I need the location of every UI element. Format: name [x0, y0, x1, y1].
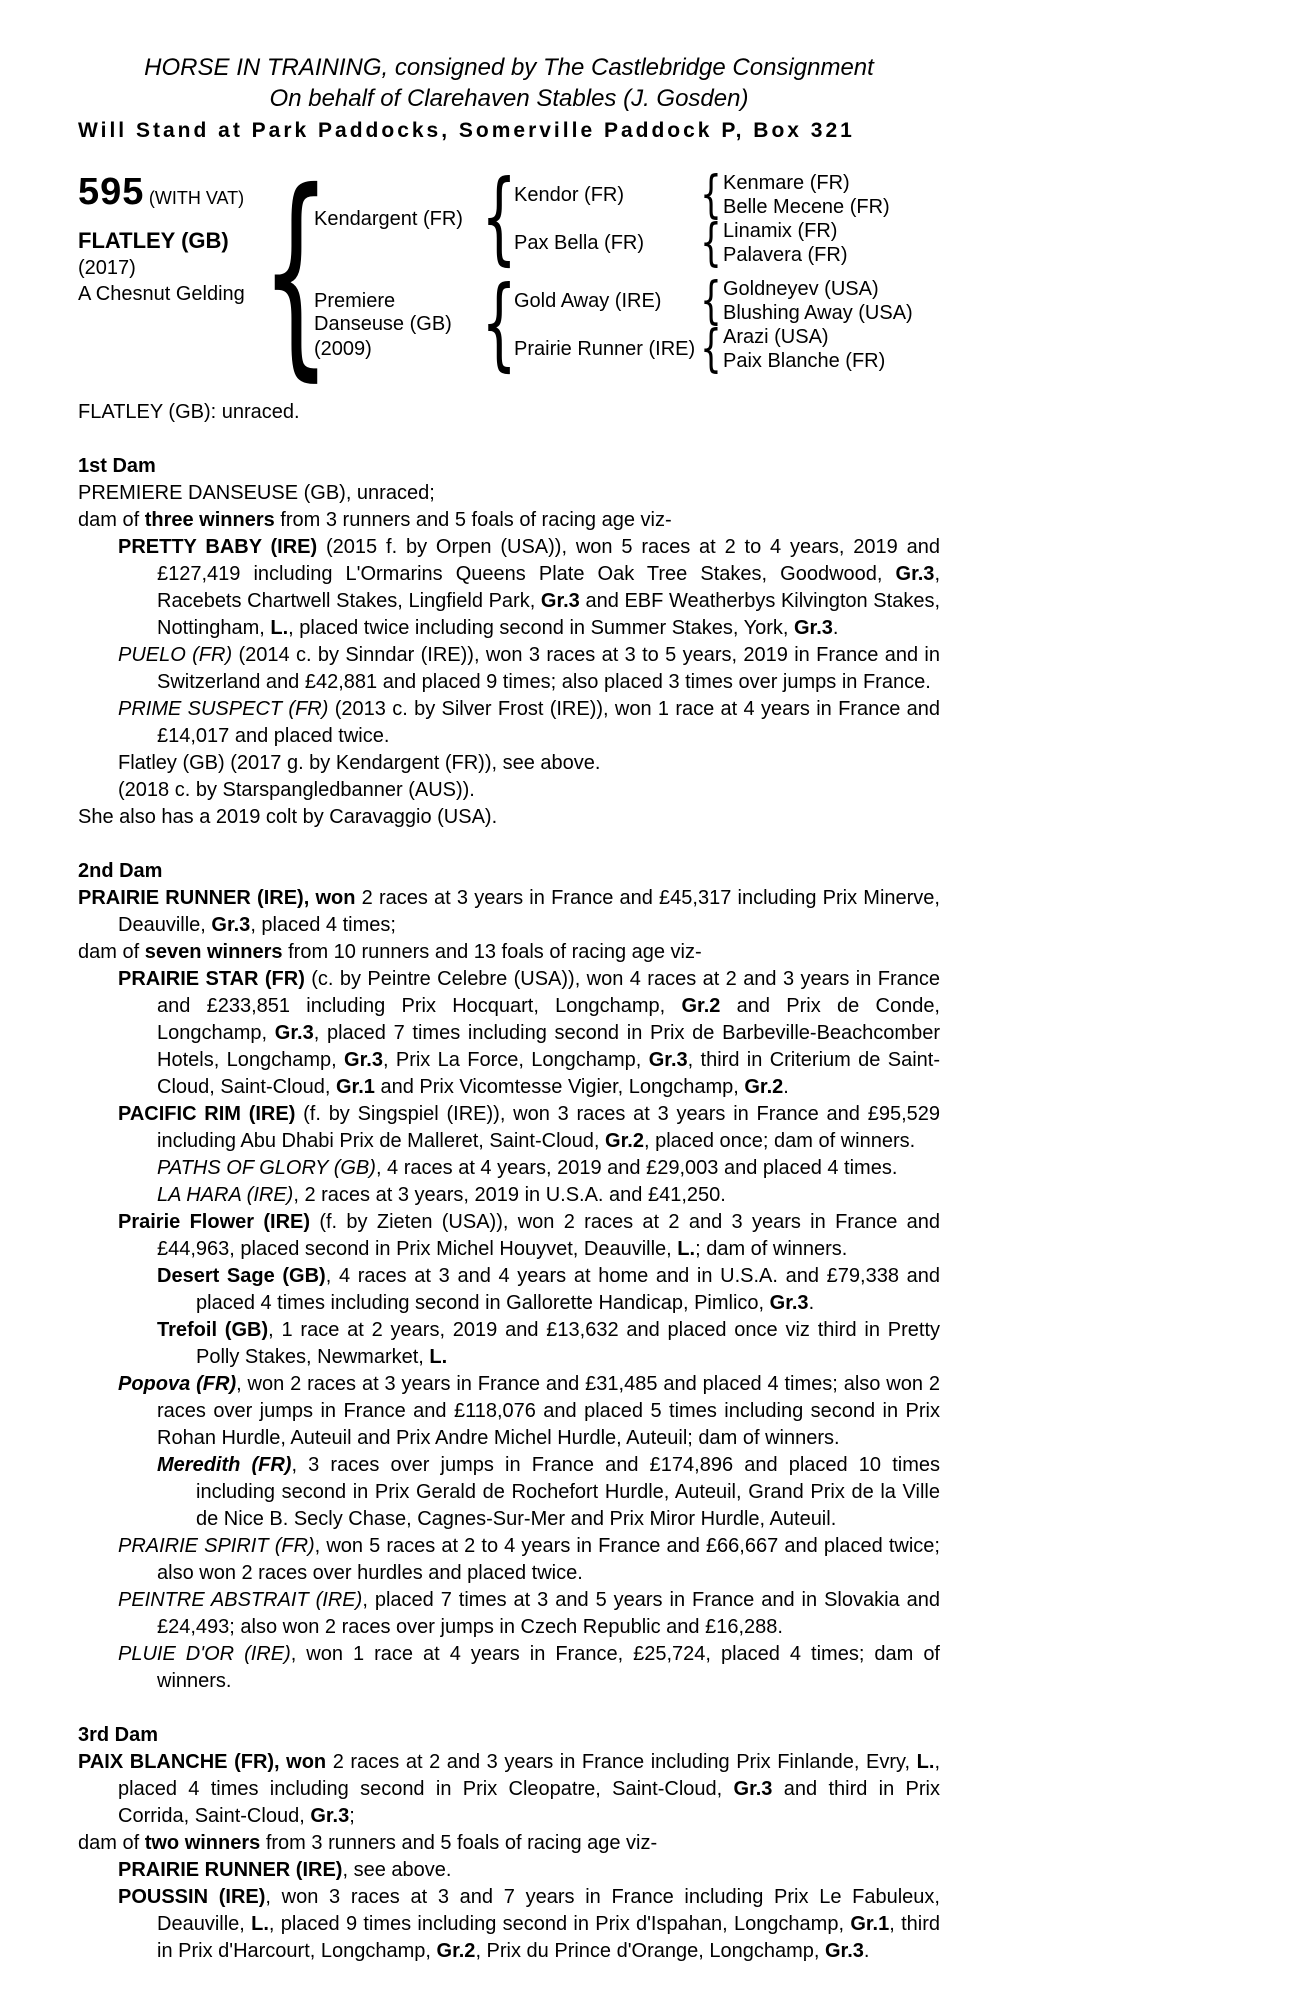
dam-name: Premiere Danseuse (GB): [314, 289, 452, 335]
catalogue-paragraph: [78, 1371, 940, 1452]
text-segment: Gr.2: [605, 1130, 644, 1152]
grandparent-row: [514, 165, 890, 225]
grandsire-name: Gold Away (IRE): [514, 290, 662, 312]
text-segment: (f. by Zieten (USA)), won 2 races at 2 and 3 years in France and £44,963, placed second in Prix Michel Houyvet, Deauville,: [157, 1211, 940, 1260]
text-segment: (c. by Peintre Celebre (USA)), won 4 races at 2 and 3 years in France and £233,851 including Prix Hocquart, Longchamp,: [157, 968, 940, 1017]
catalogue-paragraph: [78, 1101, 940, 1155]
text-segment: .: [863, 1940, 870, 1962]
text-segment: Gr.2: [744, 1076, 784, 1098]
catalogue-paragraph: [78, 777, 940, 804]
text-segment: Gr.3: [344, 1049, 383, 1071]
text-segment: (2013 c. by Silver Frost (IRE)), won 1 race at 4 years in France and £14,017 and placed twice.: [157, 698, 941, 747]
brace-glyph: {: [700, 271, 722, 331]
grandsire-brace-icon: [699, 165, 723, 225]
text-segment: , won 3 races at 3 and 7 years in France including Prix Le Fabuleux, Deauville,: [157, 1886, 940, 1935]
text-segment: L.: [916, 1751, 935, 1773]
grandsire-brace-icon: [699, 271, 723, 331]
great-grandparents: [723, 171, 890, 219]
text-segment: seven winners: [144, 941, 283, 963]
great-grandsire-name: Linamix (FR): [723, 220, 838, 242]
text-segment: Gr.3: [895, 563, 935, 585]
horse-name: FLATLEY (GB): [78, 228, 229, 253]
text-segment: PRAIRIE SPIRIT (FR): [118, 1535, 315, 1557]
sire-brace-icon: [481, 159, 517, 277]
text-segment: Gr.3: [733, 1778, 773, 1800]
text-segment: Gr.3: [769, 1292, 809, 1314]
catalogue-paragraph: [78, 1830, 940, 1857]
text-segment: PRIME SUSPECT (FR): [118, 698, 329, 720]
catalogue-paragraph: [78, 939, 940, 966]
text-segment: , won 5 races at 2 to 4 years in France and £66,667 and placed twice; also won 2 races over hurdles and placed twice.: [157, 1535, 940, 1584]
text-segment: , won 2 races at 3 years in France and £31,485 and placed 4 times; also won 2 races over jumps in France and £118,076 and placed 5 times including second in Prix Rohan Hurdle, Auteuil and Prix Andre Michel Hurdle, Auteuil; dam of winners.: [157, 1373, 940, 1449]
text-segment: 2 races at 3 years in France and £45,317 including Prix Minerve, Deauville,: [118, 887, 940, 936]
pedigree-block: [78, 144, 940, 400]
text-segment: from 3 runners and 5 foals of racing age viz-: [260, 1832, 658, 1854]
text-segment: Gr.3: [794, 617, 833, 639]
text-segment: and third in Prix Corrida, Saint-Cloud,: [118, 1778, 941, 1827]
dam-cell: [314, 290, 484, 361]
text-segment: , placed 4 times;: [250, 914, 396, 936]
catalogue-paragraph: [78, 1155, 940, 1182]
catalogue-paragraph: [78, 534, 940, 642]
dam-year: (2009): [314, 337, 372, 360]
grandsire-name: Kendor (FR): [514, 184, 625, 206]
text-segment: L.: [270, 617, 289, 639]
text-segment: , Prix du Prince d'Orange, Longchamp,: [475, 1940, 825, 1962]
on-behalf-line: On behalf of Clarehaven Stables (J. Gosden): [269, 85, 749, 112]
text-segment: Desert Sage (GB): [157, 1265, 326, 1287]
text-segment: , 4 races at 4 years, 2019 and £29,003 and placed 4 times.: [375, 1157, 898, 1179]
brace-glyph: {: [700, 165, 722, 225]
text-segment: , won 1 race at 4 years in France, £25,724, placed 4 times; dam of winners.: [157, 1643, 940, 1692]
text-segment: PRAIRIE STAR (FR): [118, 968, 305, 990]
text-segment: three winners: [144, 509, 275, 531]
text-segment: PUELO (FR): [118, 644, 233, 666]
text-segment: .: [832, 617, 839, 639]
text-segment: .: [808, 1292, 815, 1314]
text-segment: Prairie Flower (IRE): [118, 1211, 311, 1233]
horse-foaled-year: (2017): [78, 257, 136, 279]
text-segment: LA HARA (IRE): [157, 1184, 294, 1206]
grandparent-row: [514, 271, 913, 331]
text-segment: , placed 9 times including second in Prix d'Ispahan, Longchamp,: [268, 1913, 851, 1935]
text-segment: two winners: [144, 1832, 261, 1854]
dam-grandparents: [514, 271, 913, 379]
text-segment: dam of: [78, 509, 145, 531]
catalogue-paragraph: [78, 1749, 940, 1830]
text-segment: Gr.2: [436, 1940, 476, 1962]
text-segment: , placed twice including second in Summer Stakes, York,: [288, 617, 794, 639]
text-segment: PLUIE D'OR (IRE): [118, 1643, 291, 1665]
text-segment: 2 races at 2 and 3 years in France including Prix Finlande, Evry,: [326, 1751, 917, 1773]
text-segment: Gr.1: [335, 1076, 375, 1098]
granddam-brace-icon: [699, 319, 723, 379]
lot-block: [78, 171, 278, 306]
lot-number: 595: [78, 171, 145, 213]
text-segment: Gr.3: [540, 590, 580, 612]
text-segment: Gr.3: [825, 1940, 864, 1962]
text-segment: , third in Criterium de Saint-Cloud, Saint-Cloud,: [157, 1049, 941, 1098]
catalogue-paragraph: [78, 885, 940, 939]
text-segment: Gr.3: [648, 1049, 688, 1071]
text-segment: dam of: [78, 941, 145, 963]
catalogue-paragraph: [78, 642, 940, 696]
catalogue-paragraph: [78, 750, 940, 777]
sire-cell: [314, 208, 484, 231]
granddam-name: Prairie Runner (IRE): [514, 338, 696, 360]
catalogue-paragraph: [78, 1884, 940, 1965]
text-segment: .: [783, 1076, 789, 1098]
text-segment: , 3 races over jumps in France and £174,896 and placed 10 times including second in Prix Gerald de Rochefort Hurdle, Auteuil, Grand Prix de la Ville de Nice B. Secly Chase, Cagnes-Sur-Mer and Prix Miror Hurdle, Auteuil.: [196, 1454, 940, 1530]
lot-line: [78, 171, 278, 214]
great-grandparents: [723, 325, 885, 373]
text-segment: and Prix de Conde, Longchamp,: [157, 995, 940, 1044]
text-segment: (2018 c. by Starspangledbanner (AUS)).: [118, 779, 475, 801]
sire-half: [314, 159, 913, 277]
text-segment: ; dam of winners.: [695, 1238, 848, 1260]
catalogue-paragraph: [78, 1857, 940, 1884]
text-segment: ;: [349, 1805, 355, 1827]
catalogue-text: [78, 399, 940, 1965]
text-segment: from 10 runners and 13 foals of racing age viz-: [282, 941, 702, 963]
page-header: [78, 52, 940, 147]
text-segment: PAIX BLANCHE (FR), won: [78, 1751, 327, 1773]
catalogue-paragraph: [78, 1641, 940, 1695]
catalogue-paragraph: [78, 480, 940, 507]
race-record: FLATLEY (GB): unraced.: [78, 401, 300, 423]
horse-description: A Chesnut Gelding: [78, 283, 245, 305]
catalogue-content: [78, 52, 940, 1965]
text-segment: Trefoil (GB): [157, 1319, 269, 1341]
catalogue-paragraph: [78, 1452, 940, 1533]
text-segment: , 1 race at 2 years, 2019 and £13,632 and placed once viz third in Pretty Polly Stakes, Newmarket,: [196, 1319, 941, 1368]
stand-location-line: Will Stand at Park Paddocks, Somerville Paddock P, Box 321: [78, 119, 855, 142]
text-segment: Gr.1: [850, 1913, 890, 1935]
text-segment: and EBF Weatherbys Kilvington Stakes, Nottingham,: [157, 590, 940, 639]
brace-glyph: {: [700, 213, 722, 273]
text-segment: PRAIRIE RUNNER (IRE): [118, 1859, 343, 1881]
text-segment: and Prix Vicomtesse Vigier, Longchamp,: [374, 1076, 745, 1098]
catalogue-paragraph: [78, 1263, 940, 1317]
text-segment: , placed 4 times including second in Prix Cleopatre, Saint-Cloud,: [118, 1751, 940, 1800]
catalogue-paragraph: [78, 696, 940, 750]
text-segment: PRETTY BABY (IRE): [118, 536, 318, 558]
brace-glyph: {: [261, 144, 331, 400]
brace-glyph: {: [481, 265, 517, 383]
text-segment: (2015 f. by Orpen (USA)), won 5 races at 2 to 4 years, 2019 and £127,419 including L'Ormarins Queens Plate Oak Tree Stakes, Goodwood,: [157, 536, 940, 585]
pedigree-tree: [314, 159, 913, 383]
great-grandparents: [723, 277, 913, 325]
catalogue-paragraph: [78, 1182, 940, 1209]
great-grandsire-name: Goldneyev (USA): [723, 278, 879, 300]
text-segment: She also has a 2019 colt by Caravaggio (USA).: [78, 806, 498, 828]
text-segment: PACIFIC RIM (IRE): [118, 1103, 296, 1125]
catalogue-paragraph: [78, 966, 940, 1101]
great-granddam-name: Blushing Away (USA): [723, 302, 913, 324]
text-segment: PRAIRIE RUNNER (IRE), won: [78, 887, 356, 909]
brace-glyph: {: [700, 319, 722, 379]
dam-section-heading: 3rd Dam: [78, 1724, 159, 1746]
text-segment: dam of: [78, 1832, 145, 1854]
grandparent-row: [514, 213, 890, 273]
text-segment: , 4 races at 3 and 4 years at home and in U.S.A. and £79,338 and placed 4 times including second in Gallorette Handicap, Pimlico,: [196, 1265, 940, 1314]
text-segment: L.: [251, 1913, 269, 1935]
text-segment: Gr.3: [211, 914, 251, 936]
grandparent-row: [514, 319, 913, 379]
catalogue-paragraph: [78, 1209, 940, 1263]
text-segment: , 2 races at 3 years, 2019 in U.S.A. and £41,250.: [293, 1184, 726, 1206]
text-segment: L.: [429, 1346, 448, 1368]
text-segment: , Prix La Force, Longchamp,: [382, 1049, 649, 1071]
great-grandsire-name: Arazi (USA): [723, 326, 829, 348]
text-segment: PEINTRE ABSTRAIT (IRE): [118, 1589, 363, 1611]
dam-brace-icon: [481, 265, 517, 383]
granddam-brace-icon: [699, 213, 723, 273]
granddam-name: Pax Bella (FR): [514, 232, 645, 254]
text-segment: PREMIERE DANSEUSE (GB), unraced;: [78, 482, 435, 504]
catalogue-paragraph: [78, 804, 940, 831]
text-segment: , placed 7 times at 3 and 5 years in France and in Slovakia and £24,493; also won 2 races over jumps in Czech Republic and £16,288.: [157, 1589, 940, 1638]
text-segment: , third in Prix d'Harcourt, Longchamp,: [157, 1913, 940, 1962]
catalogue-paragraph: [78, 507, 940, 534]
text-segment: L.: [677, 1238, 696, 1260]
great-granddam-name: Belle Mecene (FR): [723, 196, 890, 218]
brace-glyph: {: [481, 159, 517, 277]
text-segment: , placed 7 times including second in Prix de Barbeville-Beachcomber Hotels, Longchamp,: [157, 1022, 940, 1071]
text-segment: PATHS OF GLORY (GB): [157, 1157, 376, 1179]
text-segment: Popova (FR): [118, 1373, 237, 1395]
catalogue-paragraph: [78, 1533, 940, 1587]
catalogue-paragraph: [78, 1317, 940, 1371]
text-segment: , placed once; dam of winners.: [643, 1130, 916, 1152]
dam-half: [314, 265, 913, 383]
text-segment: from 3 runners and 5 foals of racing age viz-: [274, 509, 672, 531]
consignor-line: HORSE IN TRAINING, consigned by The Castlebridge Consignment: [144, 54, 874, 81]
dam-section-heading: 1st Dam: [78, 455, 156, 477]
great-granddam-name: Palavera (FR): [723, 244, 848, 266]
text-segment: Flatley (GB) (2017 g. by Kendargent (FR)), see above.: [118, 752, 601, 774]
text-segment: (2014 c. by Sinndar (IRE)), won 3 races at 3 to 5 years, 2019 in France and in Switzerland and £42,881 and placed 9 times; also placed 3 times over jumps in France.: [157, 644, 940, 693]
sire-grandparents: [514, 165, 890, 273]
lot-vat-note: (WITH VAT): [148, 188, 245, 208]
text-segment: (f. by Singspiel (IRE)), won 3 races at 3 years in France and £95,529 including Abu Dhabi Prix de Malleret, Saint-Cloud,: [157, 1103, 940, 1152]
sire-name: Kendargent (FR): [314, 207, 463, 230]
pedigree-root-brace-icon: [261, 144, 331, 400]
great-grandparents: [723, 219, 847, 267]
great-granddam-name: Paix Blanche (FR): [723, 350, 886, 372]
text-segment: Gr.2: [681, 995, 721, 1017]
text-segment: POUSSIN (IRE): [118, 1886, 266, 1908]
dam-section-heading: 2nd Dam: [78, 860, 163, 882]
text-segment: , see above.: [342, 1859, 452, 1881]
great-grandsire-name: Kenmare (FR): [723, 172, 850, 194]
text-segment: Gr.3: [274, 1022, 314, 1044]
text-segment: Gr.3: [310, 1805, 350, 1827]
text-segment: Meredith (FR): [157, 1454, 292, 1476]
catalogue-paragraph: [78, 1587, 940, 1641]
text-segment: , Racebets Chartwell Stakes, Lingfield Park,: [157, 563, 940, 612]
